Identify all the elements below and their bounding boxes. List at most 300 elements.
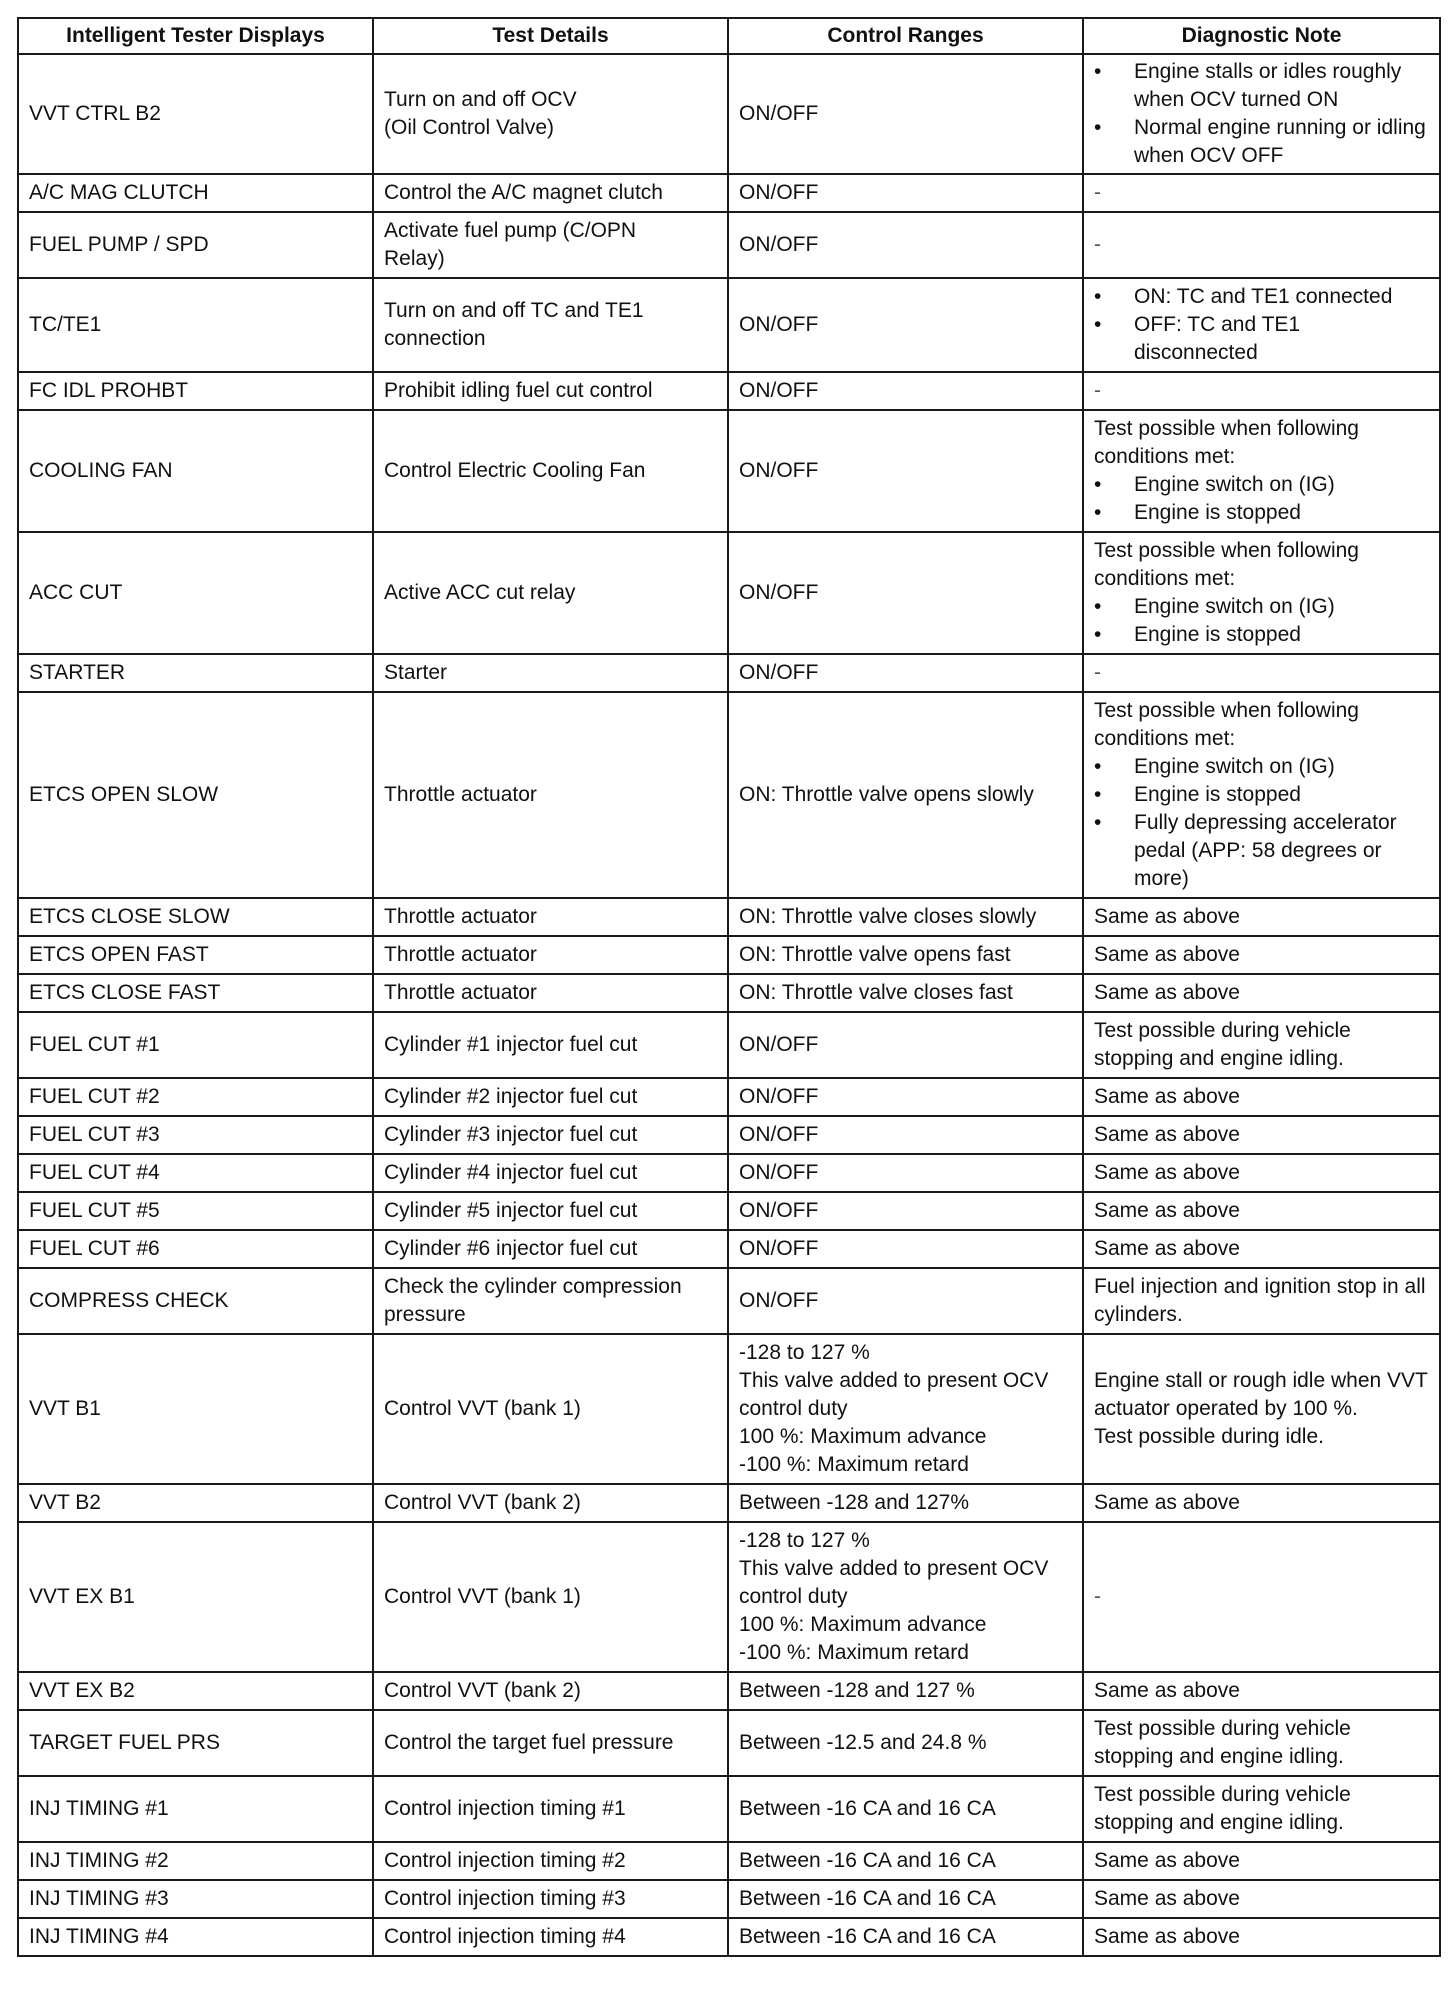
control-range-text: ON: Throttle valve closes fast <box>739 981 1013 1004</box>
diagnostic-note-bullet-item <box>1094 471 1429 499</box>
test-details-text: Activate fuel pump (C/OPN <box>384 219 637 242</box>
diagnostic-note-text: Test possible during idle. <box>1094 1425 1324 1448</box>
bullet-text: ON: TC and TE1 connected <box>1134 285 1393 308</box>
control-range-text: ON/OFF <box>739 233 819 256</box>
table-row <box>18 532 1440 654</box>
bullet-text: OFF: TC and TE1 disconnected <box>1134 313 1301 364</box>
cell-control-range <box>728 1012 1083 1078</box>
bullet-icon: • <box>1094 755 1102 778</box>
diagnostic-note-text: Fuel injection and ignition stop in all cylinders. <box>1094 1275 1426 1326</box>
tester-display-text: VVT EX B1 <box>29 1585 135 1608</box>
control-range-text: -100 %: Maximum retard <box>739 1453 969 1476</box>
diagnostic-note-list <box>1094 58 1429 170</box>
cell-control-range <box>728 278 1083 372</box>
control-range-text: 100 %: Maximum advance <box>739 1425 987 1448</box>
control-range-text: ON/OFF <box>739 1123 819 1146</box>
cell-tester-display <box>18 532 373 654</box>
diagnostic-note-text: Same as above <box>1094 905 1240 928</box>
diagnostic-note-text: - <box>1094 379 1101 402</box>
header-row <box>18 18 1440 54</box>
cell-diagnostic-note <box>1083 1268 1440 1334</box>
table-row <box>18 1334 1440 1484</box>
table-row <box>18 1484 1440 1522</box>
cell-diagnostic-note <box>1083 410 1440 532</box>
control-range-text: ON/OFF <box>739 1199 819 1222</box>
cell-control-range <box>728 1334 1083 1484</box>
control-range-text: -128 to 127 % <box>739 1341 870 1364</box>
bullet-text: Engine stalls or idles roughly when OCV turned ON <box>1134 60 1402 111</box>
cell-diagnostic-note <box>1083 1522 1440 1672</box>
tester-display-text: ETCS OPEN FAST <box>29 943 209 966</box>
header-tester-displays: Intelligent Tester Displays <box>18 18 373 54</box>
cell-diagnostic-note <box>1083 1484 1440 1522</box>
test-details-text: Throttle actuator <box>384 905 537 928</box>
cell-test-details <box>373 1710 728 1776</box>
table-row <box>18 1880 1440 1918</box>
cell-test-details <box>373 1154 728 1192</box>
table-row <box>18 54 1440 174</box>
tester-display-text: A/C MAG CLUTCH <box>29 181 209 204</box>
cell-test-details <box>373 936 728 974</box>
diagnostic-note-text: Test possible during vehicle stopping and engine idling. <box>1094 1019 1351 1070</box>
cell-test-details <box>373 898 728 936</box>
cell-tester-display <box>18 54 373 174</box>
tester-display-text: FUEL CUT #5 <box>29 1199 160 1222</box>
bullet-icon: • <box>1094 285 1102 308</box>
cell-test-details <box>373 1078 728 1116</box>
control-range-text: Between -16 CA and 16 CA <box>739 1925 996 1948</box>
tester-display-text: INJ TIMING #4 <box>29 1925 169 1948</box>
diagnostic-note-bullet-item <box>1094 621 1429 649</box>
cell-control-range <box>728 410 1083 532</box>
cell-diagnostic-note <box>1083 654 1440 692</box>
cell-control-range <box>728 532 1083 654</box>
cell-test-details <box>373 1918 728 1956</box>
tester-display-text: FUEL CUT #2 <box>29 1085 160 1108</box>
cell-control-range <box>728 1230 1083 1268</box>
cell-diagnostic-note <box>1083 974 1440 1012</box>
diagnostic-note-bullet-item <box>1094 58 1429 114</box>
test-details-text: Control the target fuel pressure <box>384 1731 674 1754</box>
cell-tester-display <box>18 1776 373 1842</box>
table-row <box>18 1522 1440 1672</box>
cell-test-details <box>373 1192 728 1230</box>
cell-control-range <box>728 1116 1083 1154</box>
diagnostic-note-text: Test possible during vehicle stopping and engine idling. <box>1094 1783 1351 1834</box>
control-range-text: ON/OFF <box>739 661 819 684</box>
cell-test-details <box>373 1012 728 1078</box>
diagnostic-note-text: Same as above <box>1094 1925 1240 1948</box>
cell-control-range <box>728 1918 1083 1956</box>
cell-test-details <box>373 1230 728 1268</box>
test-details-text: Starter <box>384 661 448 684</box>
diagnostic-note-text: Same as above <box>1094 981 1240 1004</box>
diagnostic-note-text: - <box>1094 1585 1101 1608</box>
control-range-text: Between -16 CA and 16 CA <box>739 1797 996 1820</box>
table-row <box>18 1776 1440 1842</box>
tester-display-text: ETCS CLOSE FAST <box>29 981 221 1004</box>
control-range-text: ON/OFF <box>739 1237 819 1260</box>
table-row <box>18 212 1440 278</box>
cell-tester-display <box>18 1116 373 1154</box>
control-range-text: ON/OFF <box>739 379 819 402</box>
control-range-text: Between -12.5 and 24.8 % <box>739 1731 987 1754</box>
control-range-text: ON/OFF <box>739 459 819 482</box>
test-details-text: Cylinder #4 injector fuel cut <box>384 1161 638 1184</box>
test-details-text: Cylinder #5 injector fuel cut <box>384 1199 638 1222</box>
cell-tester-display <box>18 174 373 212</box>
diagnostic-note-text: - <box>1094 233 1101 256</box>
table-row <box>18 1230 1440 1268</box>
cell-tester-display <box>18 654 373 692</box>
cell-diagnostic-note <box>1083 1710 1440 1776</box>
test-details-text: Control Electric Cooling Fan <box>384 459 646 482</box>
cell-control-range <box>728 54 1083 174</box>
control-range-text: -128 to 127 % <box>739 1529 870 1552</box>
cell-diagnostic-note <box>1083 1230 1440 1268</box>
test-details-text: Cylinder #6 injector fuel cut <box>384 1237 638 1260</box>
cell-test-details <box>373 174 728 212</box>
diagnostic-note-list <box>1094 593 1429 649</box>
tester-display-text: VVT B1 <box>29 1397 101 1420</box>
cell-control-range <box>728 1672 1083 1710</box>
cell-control-range <box>728 1078 1083 1116</box>
cell-control-range <box>728 1484 1083 1522</box>
table-row <box>18 1116 1440 1154</box>
cell-test-details <box>373 410 728 532</box>
control-range-text: Between -16 CA and 16 CA <box>739 1887 996 1910</box>
cell-diagnostic-note <box>1083 1842 1440 1880</box>
cell-control-range <box>728 692 1083 898</box>
cell-diagnostic-note <box>1083 212 1440 278</box>
table-row <box>18 410 1440 532</box>
tester-display-text: COOLING FAN <box>29 459 173 482</box>
control-range-text: This valve added to present OCV control duty <box>739 1557 1049 1608</box>
cell-tester-display <box>18 1918 373 1956</box>
bullet-icon: • <box>1094 811 1102 834</box>
bullet-icon: • <box>1094 313 1102 336</box>
header-diagnostic-note: Diagnostic Note <box>1083 18 1440 54</box>
cell-test-details <box>373 654 728 692</box>
header-control-ranges: Control Ranges <box>728 18 1083 54</box>
diagnostic-note-list <box>1094 283 1429 367</box>
cell-control-range <box>728 1776 1083 1842</box>
diagnostic-note-bullet-item <box>1094 114 1429 170</box>
table-row <box>18 372 1440 410</box>
control-range-text: ON/OFF <box>739 181 819 204</box>
cell-diagnostic-note <box>1083 898 1440 936</box>
table-row <box>18 1154 1440 1192</box>
cell-tester-display <box>18 1012 373 1078</box>
cell-diagnostic-note <box>1083 278 1440 372</box>
cell-tester-display <box>18 212 373 278</box>
tester-display-text: VVT EX B2 <box>29 1679 135 1702</box>
cell-tester-display <box>18 1672 373 1710</box>
bullet-text: Engine is stopped <box>1134 501 1301 524</box>
control-range-text: 100 %: Maximum advance <box>739 1613 987 1636</box>
test-details-text: Throttle actuator <box>384 981 537 1004</box>
table-row <box>18 1268 1440 1334</box>
diagnostic-note-text: Same as above <box>1094 1161 1240 1184</box>
table-row <box>18 654 1440 692</box>
cell-test-details <box>373 1484 728 1522</box>
control-range-text: ON/OFF <box>739 1289 819 1312</box>
tester-display-text: TARGET FUEL PRS <box>29 1731 220 1754</box>
cell-control-range <box>728 372 1083 410</box>
control-range-text: ON/OFF <box>739 1085 819 1108</box>
cell-tester-display <box>18 1230 373 1268</box>
table-row <box>18 278 1440 372</box>
cell-test-details <box>373 1116 728 1154</box>
diagnostic-note-text: Engine stall or rough idle when VVT actuator operated by 100 %. <box>1094 1369 1428 1420</box>
cell-control-range <box>728 174 1083 212</box>
bullet-icon: • <box>1094 501 1102 524</box>
cell-control-range <box>728 1880 1083 1918</box>
cell-diagnostic-note <box>1083 532 1440 654</box>
test-details-text: Cylinder #2 injector fuel cut <box>384 1085 638 1108</box>
table-row <box>18 1192 1440 1230</box>
cell-tester-display <box>18 936 373 974</box>
cell-tester-display <box>18 1522 373 1672</box>
diagnostic-note-text: Same as above <box>1094 1887 1240 1910</box>
diagnostic-note-bullet-item <box>1094 753 1429 781</box>
tester-display-text: STARTER <box>29 661 126 684</box>
test-details-text: Control the A/C magnet clutch <box>384 181 663 204</box>
table-row <box>18 1842 1440 1880</box>
diagnostic-note-bullet-item <box>1094 593 1429 621</box>
test-details-text: Control injection timing #2 <box>384 1849 626 1872</box>
cell-tester-display <box>18 974 373 1012</box>
control-range-text: ON: Throttle valve opens fast <box>739 943 1011 966</box>
tester-display-text: VVT CTRL B2 <box>29 102 161 125</box>
test-details-text: Control injection timing #1 <box>384 1797 626 1820</box>
cell-diagnostic-note <box>1083 372 1440 410</box>
bullet-icon: • <box>1094 623 1102 646</box>
bullet-text: Engine is stopped <box>1134 623 1301 646</box>
bullet-text: Engine is stopped <box>1134 783 1301 806</box>
control-range-text: -100 %: Maximum retard <box>739 1641 969 1664</box>
cell-diagnostic-note <box>1083 1078 1440 1116</box>
tester-display-text: VVT B2 <box>29 1491 101 1514</box>
table-row <box>18 1918 1440 1956</box>
tester-display-text: FUEL CUT #3 <box>29 1123 160 1146</box>
cell-diagnostic-note <box>1083 1918 1440 1956</box>
cell-test-details <box>373 692 728 898</box>
cell-control-range <box>728 898 1083 936</box>
cell-tester-display <box>18 372 373 410</box>
diagnostic-note-text: Test possible when following conditions met: <box>1094 539 1359 590</box>
cell-control-range <box>728 1192 1083 1230</box>
tester-display-text: TC/TE1 <box>29 313 102 336</box>
cell-test-details <box>373 1672 728 1710</box>
diagnostic-note-text: Same as above <box>1094 1491 1240 1514</box>
cell-diagnostic-note <box>1083 1154 1440 1192</box>
control-range-text: ON/OFF <box>739 102 819 125</box>
diagnostic-note-text: Test possible when following conditions met: <box>1094 699 1359 750</box>
header-test-details: Test Details <box>373 18 728 54</box>
test-details-text: Control injection timing #3 <box>384 1887 626 1910</box>
control-range-text: ON: Throttle valve opens slowly <box>739 783 1034 806</box>
cell-control-range <box>728 1154 1083 1192</box>
cell-tester-display <box>18 1078 373 1116</box>
cell-diagnostic-note <box>1083 1776 1440 1842</box>
diagnostic-note-text: Same as above <box>1094 1123 1240 1146</box>
cell-control-range <box>728 1268 1083 1334</box>
cell-diagnostic-note <box>1083 1192 1440 1230</box>
diagnostic-note-text: Same as above <box>1094 1237 1240 1260</box>
cell-diagnostic-note <box>1083 1334 1440 1484</box>
cell-control-range <box>728 212 1083 278</box>
control-range-text: This valve added to present OCV control duty <box>739 1369 1049 1420</box>
diagnostic-note-list <box>1094 753 1429 893</box>
diagnostic-note-text: - <box>1094 661 1101 684</box>
test-details-text: Control VVT (bank 1) <box>384 1397 581 1420</box>
control-range-text: ON/OFF <box>739 1033 819 1056</box>
tester-display-text: FUEL CUT #4 <box>29 1161 160 1184</box>
diagnostic-note-text: Same as above <box>1094 1085 1240 1108</box>
test-details-text: Throttle actuator <box>384 943 537 966</box>
cell-diagnostic-note <box>1083 1672 1440 1710</box>
cell-diagnostic-note <box>1083 692 1440 898</box>
test-details-text: Turn on and off TC and TE1 <box>384 299 644 322</box>
test-details-text: Active ACC cut relay <box>384 581 576 604</box>
control-range-text: Between -128 and 127% <box>739 1491 970 1514</box>
test-details-text: Check the cylinder compression pressure <box>384 1275 682 1326</box>
control-range-text: ON: Throttle valve closes slowly <box>739 905 1037 928</box>
cell-diagnostic-note <box>1083 1012 1440 1078</box>
cell-test-details <box>373 212 728 278</box>
cell-diagnostic-note <box>1083 54 1440 174</box>
cell-control-range <box>728 1842 1083 1880</box>
bullet-icon: • <box>1094 116 1102 139</box>
bullet-icon: • <box>1094 473 1102 496</box>
control-range-text: Between -128 and 127 % <box>739 1679 975 1702</box>
cell-control-range <box>728 654 1083 692</box>
diagnostic-note-bullet-item <box>1094 311 1429 367</box>
tester-display-text: INJ TIMING #3 <box>29 1887 169 1910</box>
test-details-text: (Oil Control Valve) <box>384 116 554 139</box>
cell-tester-display <box>18 410 373 532</box>
bullet-icon: • <box>1094 783 1102 806</box>
diagnostic-note-bullet-item <box>1094 781 1429 809</box>
cell-test-details <box>373 372 728 410</box>
cell-tester-display <box>18 1484 373 1522</box>
bullet-text: Fully depressing accelerator pedal (APP: 58 degrees or more) <box>1134 811 1397 890</box>
table-row <box>18 1710 1440 1776</box>
bullet-icon: • <box>1094 595 1102 618</box>
diagnostic-note-text: Test possible when following conditions met: <box>1094 417 1359 468</box>
cell-tester-display <box>18 278 373 372</box>
tester-display-text: FUEL CUT #6 <box>29 1237 160 1260</box>
diagnostic-note-text: - <box>1094 181 1101 204</box>
diagnostic-note-bullet-item <box>1094 499 1429 527</box>
test-details-text: Relay) <box>384 247 445 270</box>
test-details-text: connection <box>384 327 486 350</box>
cell-test-details <box>373 974 728 1012</box>
cell-tester-display <box>18 1842 373 1880</box>
test-details-text: Control injection timing #4 <box>384 1925 626 1948</box>
table-row <box>18 1012 1440 1078</box>
cell-tester-display <box>18 1154 373 1192</box>
bullet-text: Engine switch on (IG) <box>1134 755 1335 778</box>
control-range-text: ON/OFF <box>739 1161 819 1184</box>
control-range-text: ON/OFF <box>739 581 819 604</box>
cell-tester-display <box>18 1880 373 1918</box>
diagnostic-note-text: Same as above <box>1094 1849 1240 1872</box>
test-details-text: Control VVT (bank 2) <box>384 1679 581 1702</box>
bullet-text: Engine switch on (IG) <box>1134 473 1335 496</box>
cell-test-details <box>373 278 728 372</box>
cell-diagnostic-note <box>1083 174 1440 212</box>
cell-diagnostic-note <box>1083 936 1440 974</box>
tester-display-text: ETCS CLOSE SLOW <box>29 905 230 928</box>
bullet-text: Normal engine running or idling when OCV OFF <box>1134 116 1426 167</box>
cell-diagnostic-note <box>1083 1880 1440 1918</box>
test-details-text: Control VVT (bank 2) <box>384 1491 581 1514</box>
test-details-text: Turn on and off OCV <box>384 88 577 111</box>
active-test-table <box>17 17 1441 1957</box>
cell-test-details <box>373 1842 728 1880</box>
tester-display-text: FC IDL PROHBT <box>29 379 189 402</box>
test-details-text: Cylinder #3 injector fuel cut <box>384 1123 638 1146</box>
bullet-text: Engine switch on (IG) <box>1134 595 1335 618</box>
cell-diagnostic-note <box>1083 1116 1440 1154</box>
table-row <box>18 1078 1440 1116</box>
tester-display-text: COMPRESS CHECK <box>29 1289 229 1312</box>
cell-tester-display <box>18 898 373 936</box>
cell-control-range <box>728 974 1083 1012</box>
test-details-text: Throttle actuator <box>384 783 537 806</box>
cell-test-details <box>373 1268 728 1334</box>
test-details-text: Prohibit idling fuel cut control <box>384 379 653 402</box>
table-row <box>18 974 1440 1012</box>
cell-tester-display <box>18 692 373 898</box>
cell-test-details <box>373 1334 728 1484</box>
cell-test-details <box>373 1776 728 1842</box>
diagnostic-note-list <box>1094 471 1429 527</box>
table-row <box>18 1672 1440 1710</box>
tester-display-text: ACC CUT <box>29 581 123 604</box>
cell-tester-display <box>18 1268 373 1334</box>
cell-control-range <box>728 1522 1083 1672</box>
cell-test-details <box>373 532 728 654</box>
tester-display-text: ETCS OPEN SLOW <box>29 783 219 806</box>
table-row <box>18 692 1440 898</box>
control-range-text: ON/OFF <box>739 313 819 336</box>
diagnostic-note-text: Same as above <box>1094 1679 1240 1702</box>
cell-tester-display <box>18 1710 373 1776</box>
cell-test-details <box>373 1880 728 1918</box>
cell-tester-display <box>18 1192 373 1230</box>
tester-display-text: INJ TIMING #1 <box>29 1797 169 1820</box>
test-details-text: Cylinder #1 injector fuel cut <box>384 1033 638 1056</box>
diagnostic-note-bullet-item <box>1094 809 1429 893</box>
cell-control-range <box>728 1710 1083 1776</box>
control-range-text: Between -16 CA and 16 CA <box>739 1849 996 1872</box>
table-row <box>18 174 1440 212</box>
table-row <box>18 936 1440 974</box>
tester-display-text: FUEL PUMP / SPD <box>29 233 209 256</box>
test-details-text: Control VVT (bank 1) <box>384 1585 581 1608</box>
diagnostic-note-bullet-item <box>1094 283 1429 311</box>
cell-test-details <box>373 1522 728 1672</box>
bullet-icon: • <box>1094 60 1102 83</box>
diagnostic-note-text: Test possible during vehicle stopping and engine idling. <box>1094 1717 1351 1768</box>
cell-test-details <box>373 54 728 174</box>
diagnostic-note-text: Same as above <box>1094 943 1240 966</box>
cell-control-range <box>728 936 1083 974</box>
diagnostic-note-text: Same as above <box>1094 1199 1240 1222</box>
